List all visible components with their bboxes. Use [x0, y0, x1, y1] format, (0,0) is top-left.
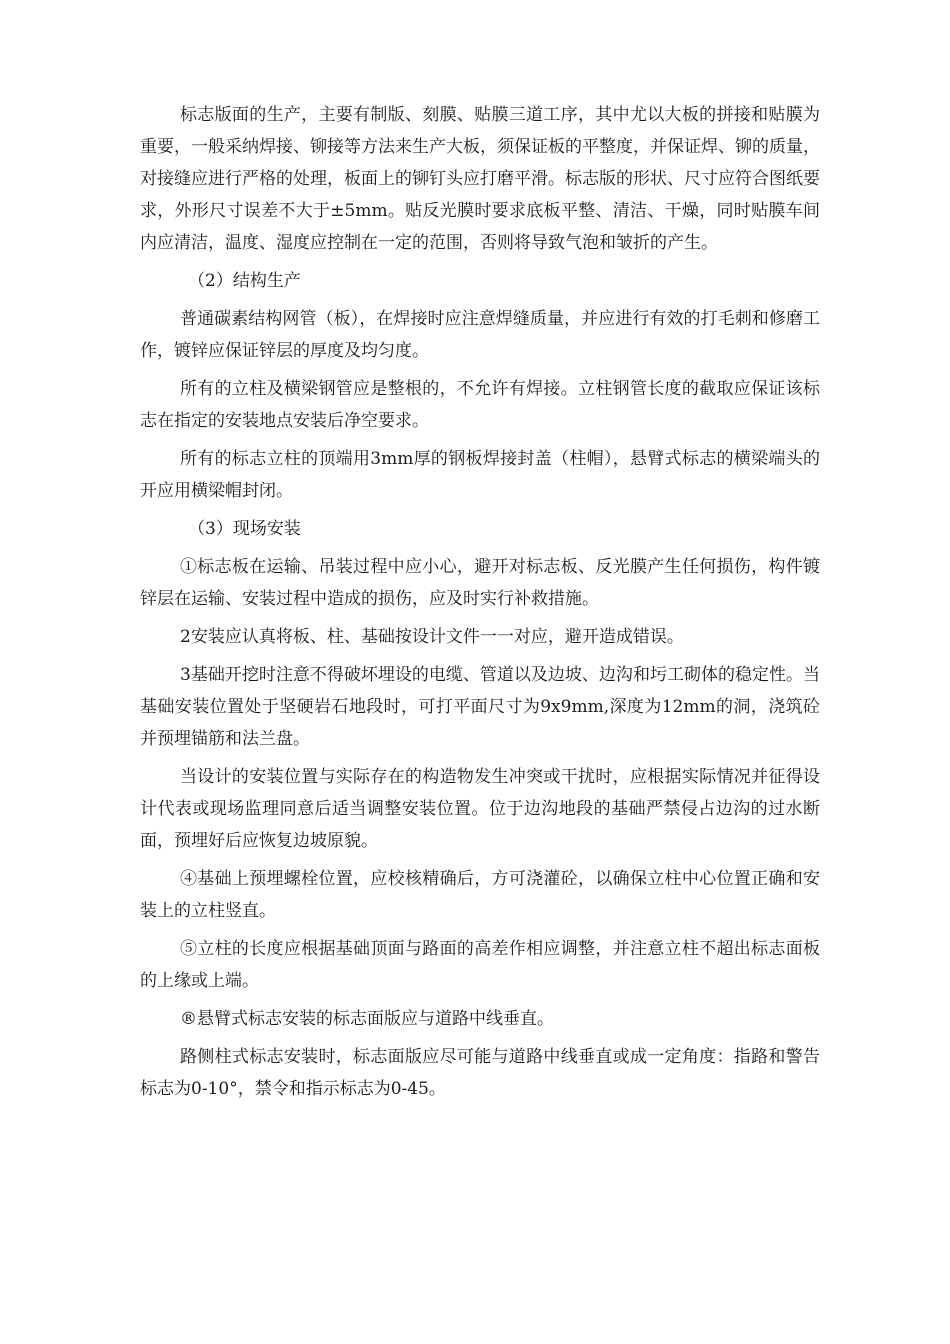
paragraph-roadside-sign-angle: 路侧柱式标志安装时，标志面版应尽可能与道路中线垂直或成一定角度：指路和警告标志为0-10°，禁令和指示标志为0-45。 [140, 1047, 820, 1099]
paragraph-install-item-1: ①标志板在运输、吊装过程中应小心，避开对标志板、反光膜产生任何损伤，构件镀锌层在运输、安装过程中造成的损伤，应及时实行补救措施。 [140, 557, 820, 609]
document-body [140, 99, 820, 1105]
paragraph-sign-panel-production: 标志版面的生产，主要有制版、刻膜、贴膜三道工序，其中尤以大板的拼接和贴膜为重要，一般采纳焊接、铆接等方法来生产大板，须保证板的平整度，并保证焊、铆的质量，对接缝应进行严格的处理，板面上的铆钉头应打磨平滑。标志版的形状、尺寸应符合图纸要求，外形尺寸误差不大于±5mm。贴反光膜时要求底板平整、清洁、干燥，同时贴膜车间内应清洁，温度、湿度应控制在一定的范围，否则将导致气泡和皱折的产生。 [140, 105, 820, 253]
paragraph-install-item-6: ®悬臂式标志安装的标志面版应与道路中线垂直。 [180, 1009, 554, 1029]
paragraph-install-item-4: ④基础上预埋螺栓位置，应校核精确后，方可浇灌砼，以确保立柱中心位置正确和安装上的立柱竖直。 [140, 869, 820, 921]
paragraph-install-item-3: 3基础开挖时注意不得破坏埋设的电缆、管道以及边坡、边沟和圬工砌体的稳定性。当基础安装位置处于坚硬岩石地段时，可打平面尺寸为9x9mm,深度为12mm的洞，浇筑砼并预埋锚筋和法兰盘。 [140, 665, 820, 749]
paragraph-column-cap: 所有的标志立柱的顶端用3mm厚的钢板焊接封盖（柱帽），悬臂式标志的横梁端头的开应用横梁帽封闭。 [140, 449, 820, 501]
paragraph-install-item-2: 2安装应认真将板、柱、基础按设计文件一一对应，避开造成错误。 [180, 627, 684, 647]
section-heading-structure-production: （2）结构生产 [188, 271, 301, 291]
paragraph-steel-pipe-requirements: 所有的立柱及横梁钢管应是整根的，不允许有焊接。立柱钢管长度的截取应保证该标志在指定的安装地点安装后净空要求。 [140, 379, 820, 431]
paragraph-install-conflict: 当设计的安装位置与实际存在的构造物发生冲突或干扰时，应根据实际情况并征得设计代表或现场监理同意后适当调整安装位置。位于边沟地段的基础严禁侵占边沟的过水断面，预埋好后应恢复边坡原貌。 [140, 767, 820, 851]
section-heading-site-installation: （3）现场安装 [188, 519, 301, 539]
paragraph-install-item-5: ⑤立柱的长度应根据基础顶面与路面的高差作相应调整，并注意立柱不超出标志面板的上缘或上端。 [140, 939, 820, 991]
paragraph-welding-quality: 普通碳素结构网管（板），在焊接时应注意焊缝质量，并应进行有效的打毛刺和修磨工作，镀锌应保证锌层的厚度及均匀度。 [140, 309, 820, 361]
